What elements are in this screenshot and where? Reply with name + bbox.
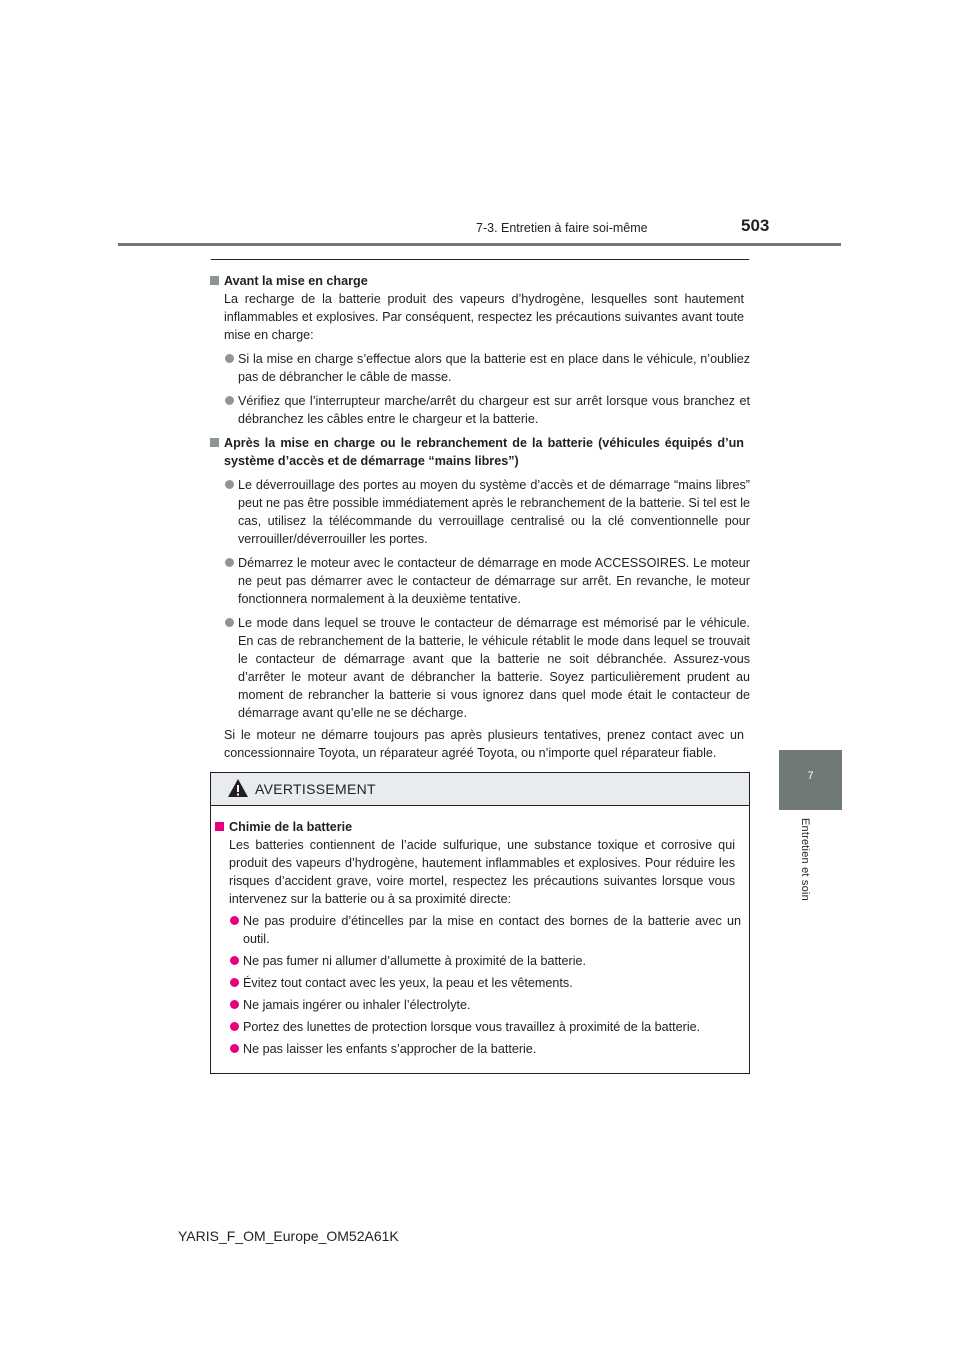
circle-bullet-icon — [225, 354, 234, 363]
section-title: 7-3. Entretien à faire soi-même — [476, 221, 648, 235]
list-item-text: Le déverrouillage des portes au moyen du système d’accès et de démarrage “mains libres” peut ne pas être possible immédiatement après le rebranchement de la batterie. Si tel est le cas, utilisez la télécommande du verrouillage centralisé ou la clé conventionnelle pour verrouiller/déverrouiller les portes. — [238, 478, 750, 546]
header-divider — [118, 243, 841, 246]
list-item — [210, 614, 750, 722]
list-item-text: Portez des lunettes de protection lorsque vous travaillez à proximité de la batterie. — [243, 1020, 701, 1034]
document-footer: YARIS_F_OM_Europe_OM52A61K — [178, 1228, 399, 1244]
square-bullet-icon — [210, 438, 219, 447]
section-text: La recharge de la batterie produit des vapeurs d’hydrogène, lesquelles sont hautement inflammables et explosives. Par conséquent, respectez les précautions suivantes avant toute mise en charge: — [224, 292, 744, 342]
warning-list-item — [215, 912, 741, 948]
circle-bullet-icon — [230, 1044, 239, 1053]
list-item-text: Vérifiez que l’interrupteur marche/arrêt du chargeur est sur arrêt lorsque vous branchez et débranchez les câbles entre le chargeur et la batterie. — [238, 394, 750, 426]
content-divider — [211, 259, 749, 260]
warning-list-item — [215, 1018, 741, 1036]
warning-list-item — [215, 974, 741, 992]
circle-bullet-icon — [230, 978, 239, 987]
warning-heading-text: Chimie de la batterie — [229, 820, 353, 834]
page-number: 503 — [741, 216, 770, 235]
square-bullet-icon — [210, 276, 219, 285]
list-item — [210, 392, 750, 428]
warning-text: Les batteries contiennent de l’acide sulfurique, une substance toxique et corrosive qui produit des vapeurs d’hydrogène, hautement inflammables et explosives. Pour réduire les risques d’accident grave, voire mortel, respectez les précautions suivantes lorsque vous intervenez sur la batterie ou à sa proximité directe: — [229, 838, 735, 906]
section-before-charging — [210, 272, 750, 428]
list-item-text: Si la mise en charge s’effectue alors que la batterie est en place dans le véhicule, n’oubliez pas de débrancher le câble de masse. — [238, 352, 750, 384]
circle-bullet-icon — [230, 1000, 239, 1009]
warning-list-item — [215, 996, 741, 1014]
circle-bullet-icon — [225, 480, 234, 489]
circle-bullet-icon — [225, 396, 234, 405]
warning-triangle-icon — [227, 778, 249, 798]
circle-bullet-icon — [230, 1022, 239, 1031]
circle-bullet-icon — [225, 558, 234, 567]
section-heading-text: Après la mise en charge ou le rebranchement de la batterie (véhicules équipés d’un système d’accès et de démarrage “mains libres”) — [224, 436, 744, 468]
warning-heading — [215, 818, 741, 836]
warning-title: AVERTISSEMENT — [255, 781, 376, 797]
chapter-label: Entretien et soin — [799, 818, 811, 901]
circle-bullet-icon — [230, 956, 239, 965]
warning-list-item — [215, 952, 741, 970]
section-after-charging — [210, 434, 750, 722]
list-item — [210, 350, 750, 386]
warning-body — [211, 806, 749, 1058]
section-heading — [210, 434, 744, 470]
warning-box — [210, 772, 750, 1074]
list-item-text: Démarrez le moteur avec le contacteur de démarrage en mode ACCESSOIRES. Le moteur ne peut pas démarrer avec le contacteur de démarrage sur arrêt. En revanche, le moteur fonctionnera normalement à la deuxième tentative. — [238, 556, 750, 606]
list-item-text: Ne pas laisser les enfants s’approcher de la batterie. — [243, 1042, 537, 1056]
circle-bullet-icon — [225, 618, 234, 627]
closing-paragraph: Si le moteur ne démarre toujours pas après plusieurs tentatives, prenez contact avec un concessionnaire Toyota, un réparateur agréé Toyota, ou n’importe quel réparateur fiable. — [224, 728, 744, 760]
section-heading — [210, 272, 750, 290]
circle-bullet-icon — [230, 916, 239, 925]
chapter-number: 7 — [807, 770, 814, 782]
list-item-text: Évitez tout contact avec les yeux, la peau et les vêtements. — [243, 976, 573, 990]
list-item — [210, 554, 750, 608]
list-item-text: Le mode dans lequel se trouve le contacteur de démarrage est mémorisé par le véhicule. En cas de rebranchement de la batterie, le véhicule rétablit le mode dans lequel se trouvait le contacteur de démarrage avant que la batterie ne soit débranchée. Assurez-vous d’arrêter le moteur avant de débrancher la batterie. Soyez particulièrement prudent au moment de rebrancher la batterie si vous ignorez dans quel mode était le contacteur de démarrage avant qu’elle ne se décharge. — [238, 616, 750, 720]
warning-header — [211, 773, 749, 806]
warning-list-item — [215, 1040, 741, 1058]
list-item-text: Ne pas produire d’étincelles par la mise en contact des bornes de la batterie avec un outil. — [243, 914, 741, 946]
list-item — [210, 476, 750, 548]
square-bullet-icon — [215, 822, 224, 831]
list-item-text: Ne jamais ingérer ou inhaler l’électrolyte. — [243, 998, 471, 1012]
main-content — [210, 268, 750, 762]
list-item-text: Ne pas fumer ni allumer d’allumette à proximité de la batterie. — [243, 954, 586, 968]
section-heading-text: Avant la mise en charge — [224, 274, 368, 288]
